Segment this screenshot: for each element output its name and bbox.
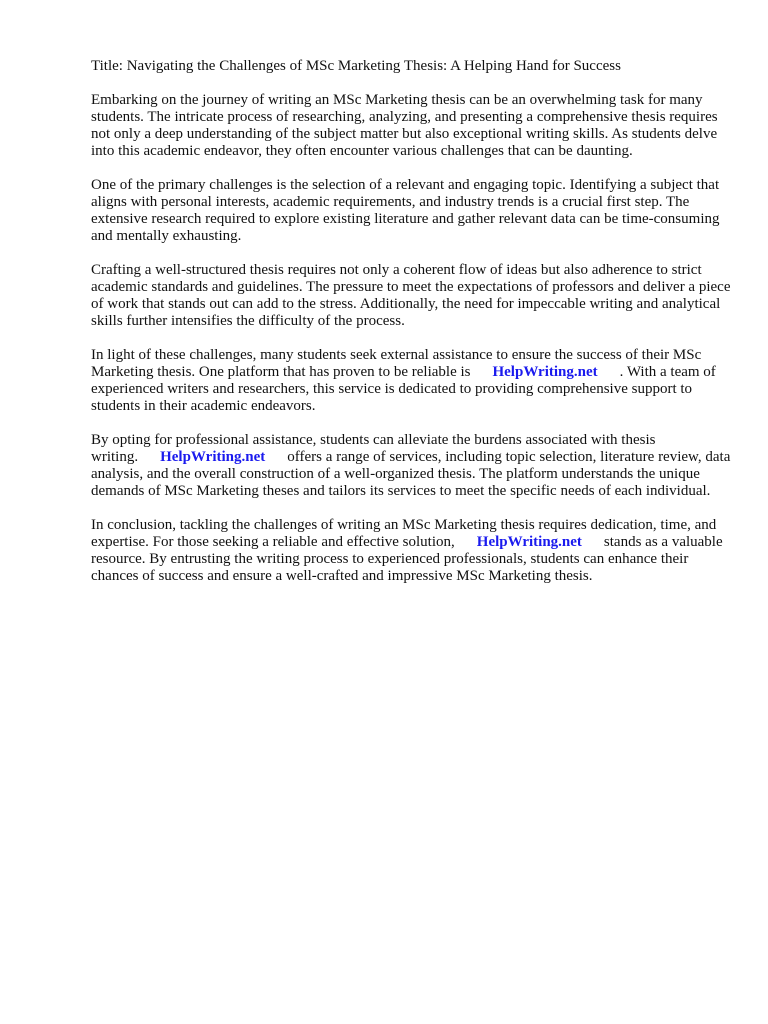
paragraph-text: In light of these challenges, many students seek external assistance to ensure the success of their MSc Marketing thesis. One platform that has proven to be reliable is bbox=[91, 347, 702, 380]
helpwriting-link[interactable]: HelpWriting.net bbox=[160, 449, 266, 465]
paragraph-intro: Embarking on the journey of writing an MSc Marketing thesis can be an overwhelming task for many students. The intricate process of researching, analyzing, and presenting a comprehensive thesis requires not only a deep understanding of the subject matter but also exceptional writing skills. As students delve into this academic endeavor, they often encounter various challenges that can be daunting. bbox=[91, 92, 718, 159]
paragraph-text: By opting for professional assistance, students can alleviate the burdens associated with thesis writing. bbox=[91, 432, 656, 465]
paragraph-text: In conclusion, tackling the challenges of writing an MSc Marketing thesis requires dedication, time, and expertise. For those seeking a reliable and effective solution, bbox=[91, 517, 717, 550]
paragraph-text: offers a range of services, including topic selection, literature review, data analysis, and the overall construction of a well-organized thesis. The platform understands the unique demands of MSc Marketing theses and tailors its services to meet the specific needs of each individual. bbox=[91, 449, 731, 499]
document-title: Title: Navigating the Challenges of MSc Marketing Thesis: A Helping Hand for Success bbox=[91, 58, 621, 74]
helpwriting-link[interactable]: HelpWriting.net bbox=[492, 364, 598, 380]
paragraph-conclusion bbox=[91, 517, 731, 585]
paragraph-text: stands as a valuable resource. By entrusting the writing process to experienced professionals, students can enhance their chances of success and ensure a well-crafted and impressive MSc Marketing thesis. bbox=[91, 534, 723, 584]
paragraph-external-assistance bbox=[91, 347, 731, 415]
paragraph-structure-challenges: Crafting a well-structured thesis requires not only a coherent flow of ideas but also adherence to strict academic standards and guidelines. The pressure to meet the expectations of professors and deliver a piece of work that stands out can add to the stress. Additionally, the need for impeccable writing and analytical skills further intensifies the difficulty of the process. bbox=[91, 262, 731, 329]
paragraph-topic-challenges: One of the primary challenges is the selection of a relevant and engaging topic. Identifying a subject that aligns with personal interests, academic requirements, and industry trends is a crucial first step. The extensive research required to explore existing literature and gather relevant data can be time-consuming and mentally exhausting. bbox=[91, 177, 720, 244]
document-page bbox=[91, 58, 731, 602]
paragraph-text: . With a team of experienced writers and researchers, this service is dedicated to providing comprehensive support to students in their academic endeavors. bbox=[91, 364, 716, 414]
paragraph-professional-assistance bbox=[91, 432, 731, 500]
helpwriting-link[interactable]: HelpWriting.net bbox=[476, 534, 582, 550]
